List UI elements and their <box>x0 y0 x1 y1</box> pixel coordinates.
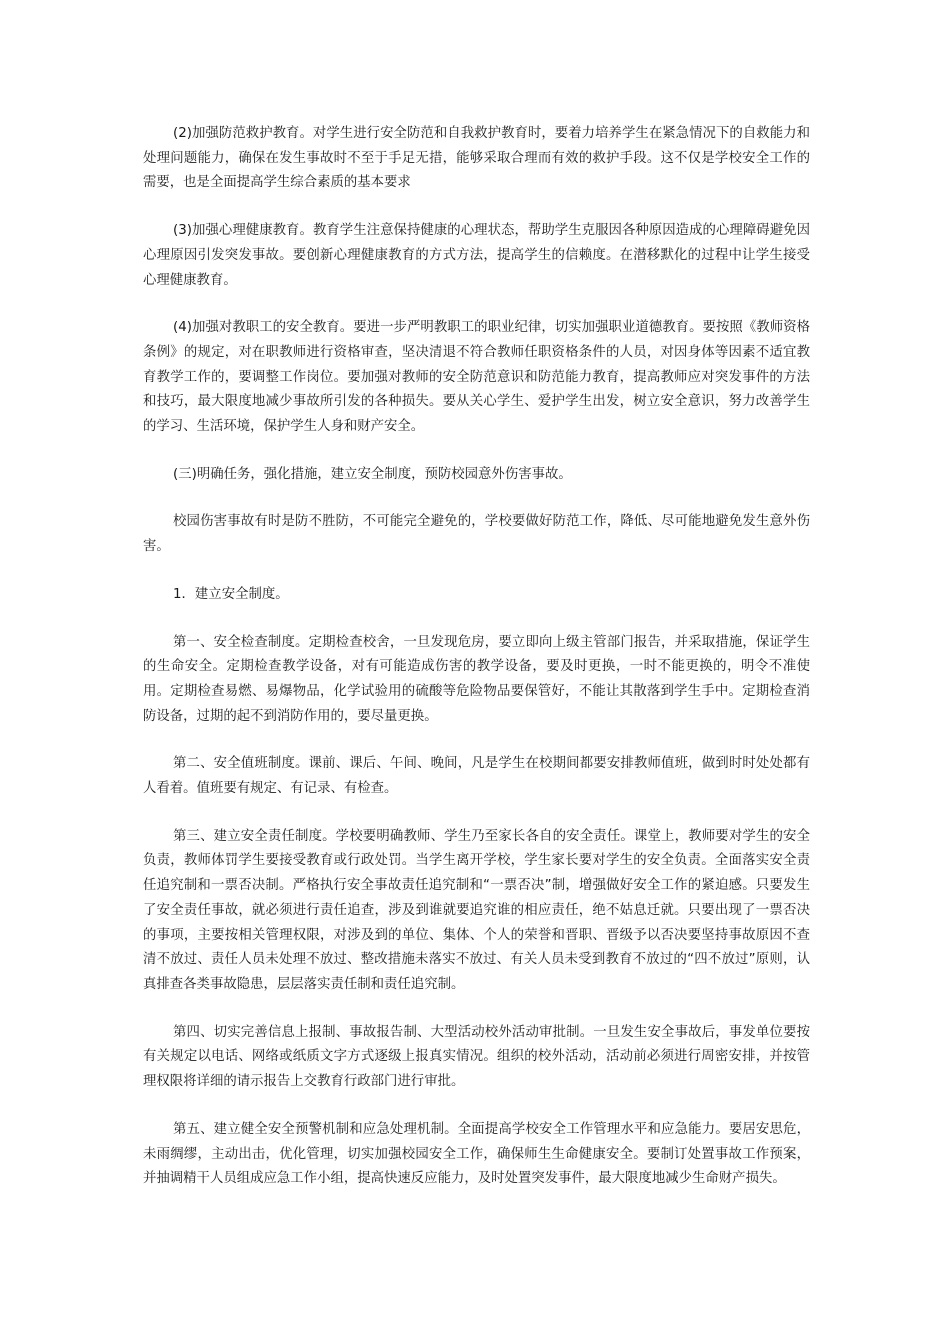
paragraph-staff-safety: (4)加强对教职工的安全教育。要进一步严明教职工的职业纪律，切实加强职业道德教育。要按照《教师资格条例》的规定，对在职教师进行资格审查，坚决清退不符合教师任职资格条件的人员，对因身体等因素不适宜教育教学工作的，要调整工作岗位。要加强对教师的安全防范意识和防范能力教育，提高教师应对突发事件的方法和技巧，最大限度地减少事故所引发的各种损失。要从关心学生、爱护学生出发，树立安全意识，努力改善学生的学习、生活环境，保护学生人身和财产安全。 <box>143 320 810 435</box>
subheading-safety-system: 1．建立安全制度。 <box>173 586 289 602</box>
document-body <box>143 122 810 1215</box>
paragraph-prevention: 校园伤害事故有时是防不胜防，不可能完全避免的，学校要做好防范工作，降低、尽可能地避免发生意外伤害。 <box>143 514 810 555</box>
paragraph-emergency-system: 第五、建立健全安全预警机制和应急处理机制。全面提高学校安全工作管理水平和应急能力。要居安思危，未雨绸缪，主动出击，优化管理，切实加强校园安全工作，确保师生生命健康安全。要制订处置事故工作预案，并抽调精干人员组成应急工作小组，提高快速反应能力，及时处置突发事件，最大限度地减少生命财产损失。 <box>143 1121 810 1187</box>
paragraph-mental-health: (3)加强心理健康教育。教育学生注意保持健康的心理状态，帮助学生克服因各种原因造成的心理障碍避免因心理原因引发突发事故。要创新心理健康教育的方式方法，提高学生的信赖度。在潜移默化的过程中让学生接受心理健康教育。 <box>143 223 810 288</box>
paragraph-reporting-system: 第四、切实完善信息上报制、事故报告制、大型活动校外活动审批制。一旦发生安全事故后，事发单位要按有关规定以电话、网络或纸质文字方式逐级上报真实情况。组织的校外活动，活动前必须进行周密安排，并按管理权限将详细的请示报告上交教育行政部门进行审批。 <box>143 1024 810 1090</box>
paragraph-inspection-system: 第一、安全检查制度。定期检查校舍，一旦发现危房，要立即向上级主管部门报告，并采取措施，保证学生的生命安全。定期检查教学设备，对有可能造成伤害的教学设备，要及时更换，一时不能更换的，明令不准使用。定期检查易燃、易爆物品，化学试验用的硫酸等危险物品要保管好，不能让其散落到学生手中。定期检查消防设备，过期的起不到消防作用的，要尽量更换。 <box>143 634 810 724</box>
paragraph-rescue-education: (2)加强防范救护教育。对学生进行安全防范和自我救护教育时，要着力培养学生在紧急情况下的自救能力和处理问题能力，确保在发生事故时不至于手足无措，能够采取合理而有效的救护手段。这不仅是学校安全工作的需要，也是全面提高学生综合素质的基本要求 <box>143 126 810 191</box>
section-heading-three: (三)明确任务，强化措施，建立安全制度，预防校园意外伤害事故。 <box>173 466 572 482</box>
paragraph-responsibility-system: 第三、建立安全责任制度。学校要明确教师、学生乃至家长各自的安全责任。课堂上，教师要对学生的安全负责，教师体罚学生要接受教育或行政处罚。当学生离开学校，学生家长要对学生的安全负责。全面落实安全责任追究制和一票否决制。严格执行安全事故责任追究制和“一票否决”制，增强做好安全工作的紧迫感。只要发生了安全责任事故，就必须进行责任追查，涉及到谁就要追究谁的相应责任，绝不姑息迁就。只要出现了一票否决的事项，主要按相关管理权限，对涉及到的单位、集体、个人的荣誉和晋职、晋级予以否决要坚持事故原因不查清不放过、责任人员未处理不放过、整改措施未落实不放过、有关人员未受到教育不放过的“四不放过”原则，认真排查各类事故隐患，层层落实责任制和责任追究制。 <box>143 828 810 992</box>
paragraph-duty-system: 第二、安全值班制度。课前、课后、午间、晚间，凡是学生在校期间都要安排教师值班，做到时时处处都有人看着。值班要有规定、有记录、有检查。 <box>143 756 810 797</box>
